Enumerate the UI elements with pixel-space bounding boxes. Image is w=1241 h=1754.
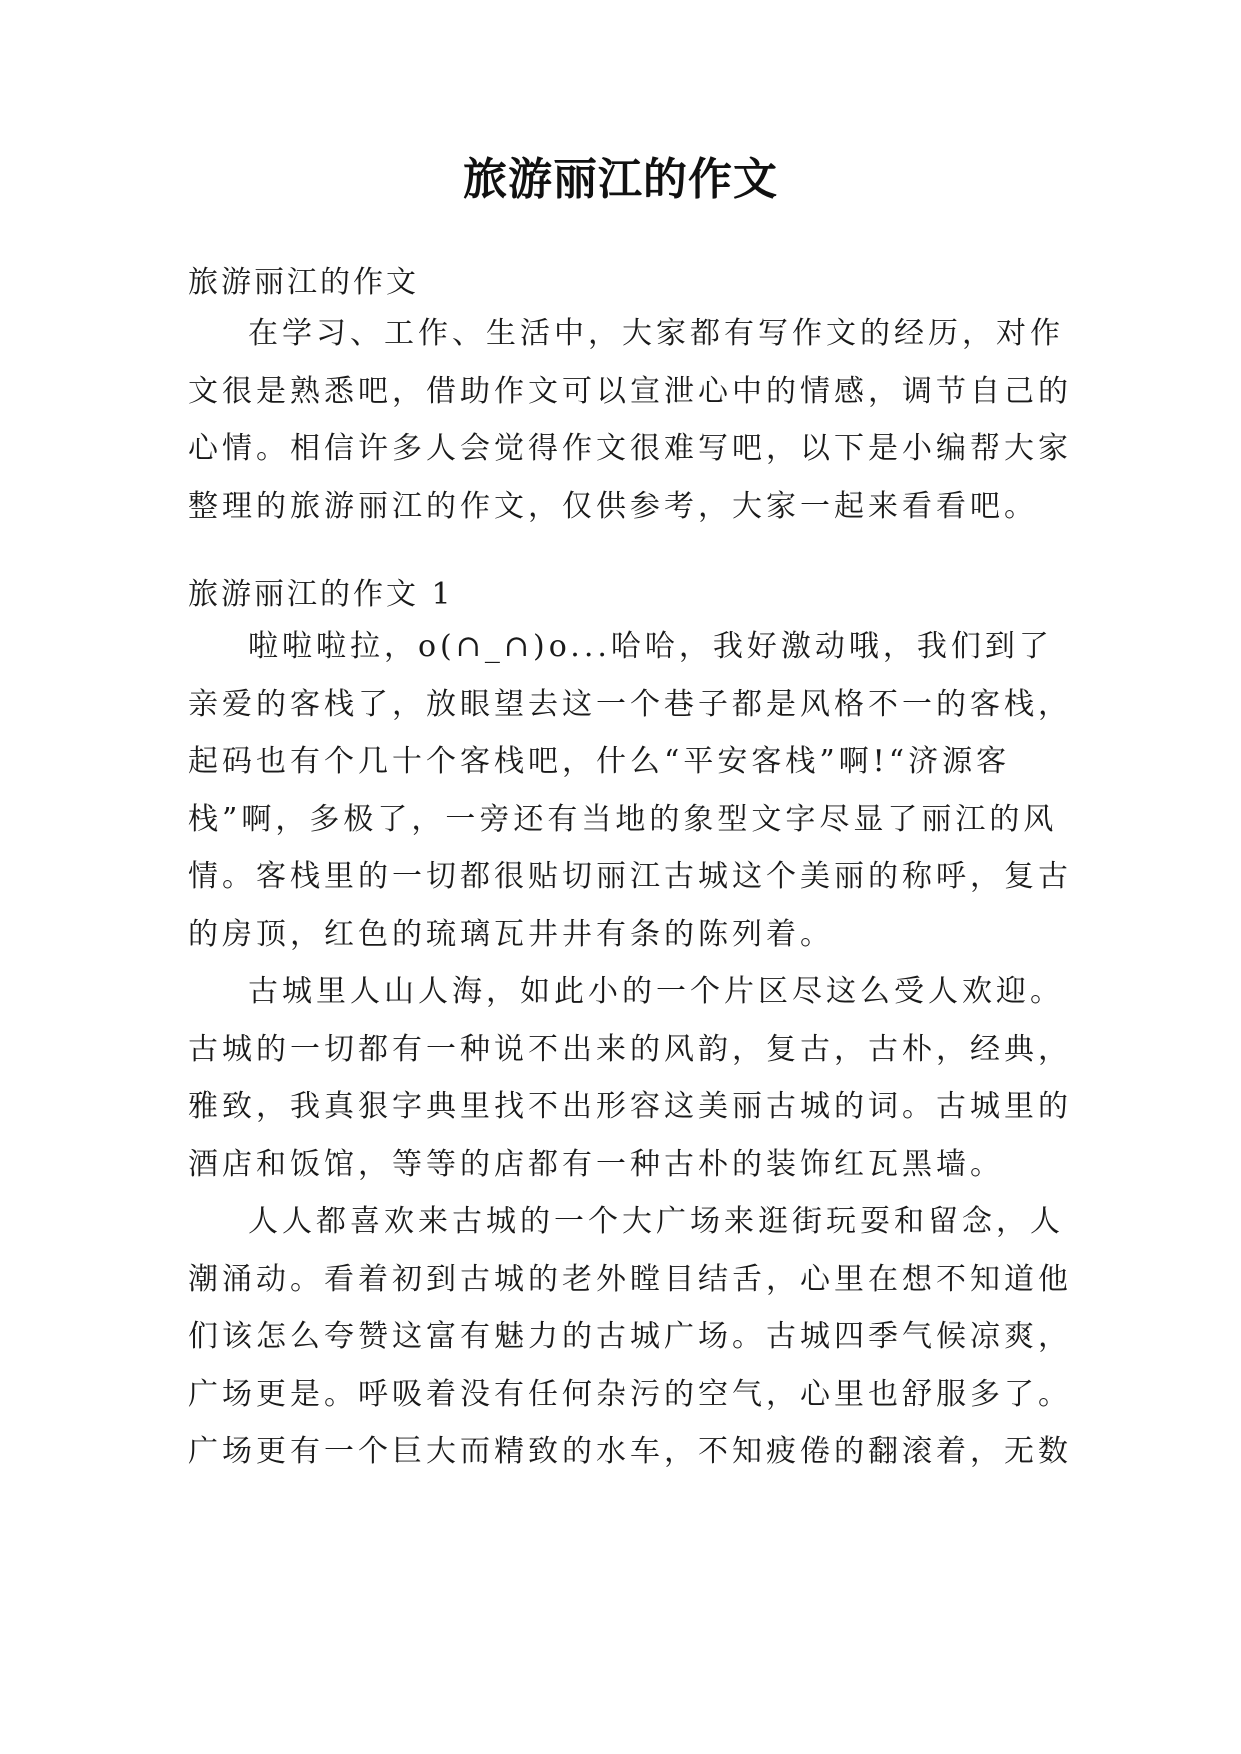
essay1-heading: 旅游丽江的作文 1 <box>188 577 454 612</box>
text-line: 酒店和饭馆，等等的店都有一种古朴的装饰红瓦黑墙。 <box>188 1146 1004 1182</box>
text-line: 人人都喜欢来古城的一个大广场来逛街玩耍和留念，人 <box>248 1204 1064 1239</box>
text-line: 雅致，我真狠字典里找不出形容这美丽古城的词。古城里的 <box>188 1089 1072 1124</box>
text-line: 的房顶，红色的琉璃瓦井井有条的陈列着。 <box>188 916 834 952</box>
intro-heading: 旅游丽江的作文 <box>188 265 419 300</box>
text-line: 啦啦啦拉，o(∩_∩)o...哈哈，我好激动哦，我们到了 <box>248 629 1053 664</box>
intro-paragraph <box>188 305 1072 535</box>
text-line: 栈”啊，多极了，一旁还有当地的象型文字尽显了丽江的风 <box>188 801 1058 837</box>
text-line: 亲爱的客栈了，放眼望去这一个巷子都是风格不一的客栈， <box>188 686 1072 722</box>
text-line: 情。客栈里的一切都很贴切丽江古城这个美丽的称呼，复古 <box>188 859 1072 894</box>
text-line: 古城里人山人海，如此小的一个片区尽这么受人欢迎。 <box>248 974 1064 1009</box>
text-line: 广场更是。呼吸着没有任何杂污的空气，心里也舒服多了。 <box>188 1376 1072 1412</box>
essay1-paragraph-3 <box>188 1193 1072 1481</box>
text-line: 起码也有个几十个客栈吧，什么“平安客栈”啊!“济源客 <box>188 744 1011 779</box>
text-line: 潮涌动。看着初到古城的老外瞠目结舌，心里在想不知道他 <box>188 1261 1072 1297</box>
text-line: 心情。相信许多人会觉得作文很难写吧，以下是小编帮大家 <box>188 431 1072 466</box>
text-line: 古城的一切都有一种说不出来的风韵，复古，古朴，经典， <box>188 1031 1072 1067</box>
text-line: 广场更有一个巨大而精致的水车，不知疲倦的翻滚着，无数 <box>188 1434 1072 1469</box>
document-title: 旅游丽江的作文 <box>463 154 778 205</box>
text-line: 们该怎么夸赞这富有魅力的古城广场。古城四季气候凉爽， <box>188 1319 1072 1354</box>
text-line: 在学习、工作、生活中，大家都有写作文的经历，对作 <box>248 316 1064 351</box>
text-line: 文很是熟悉吧，借助作文可以宣泄心中的情感，调节自己的 <box>188 373 1072 409</box>
text-line: 整理的旅游丽江的作文，仅供参考，大家一起来看看吧。 <box>188 488 1038 524</box>
essay1-paragraph-2 <box>188 963 1072 1193</box>
essay1-paragraph-1 <box>188 618 1072 963</box>
